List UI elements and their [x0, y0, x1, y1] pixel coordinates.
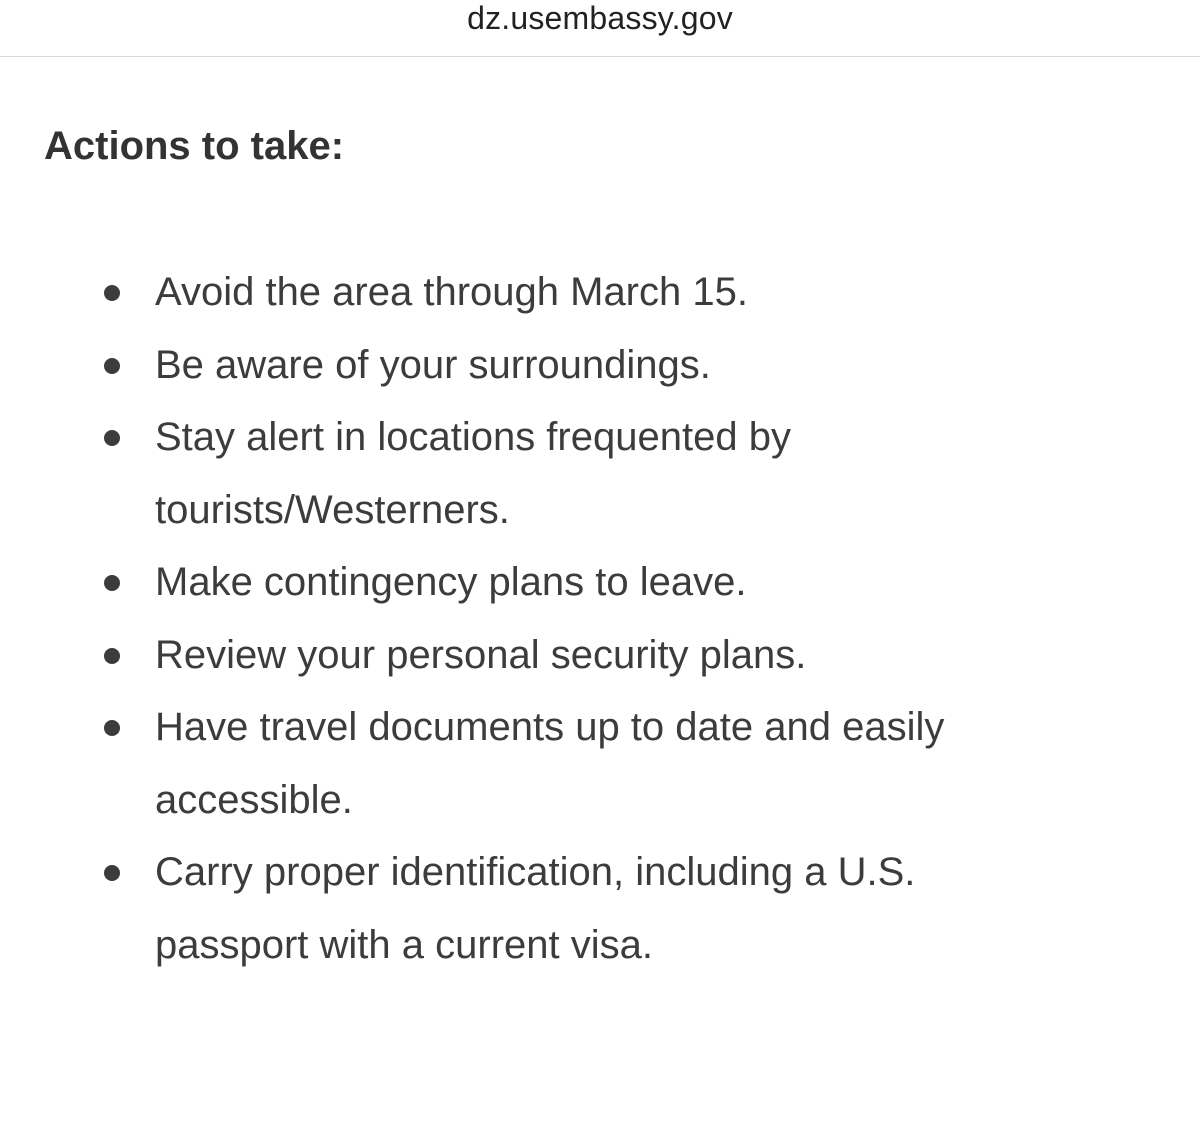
bullet-icon — [104, 865, 120, 881]
bullet-icon — [104, 285, 120, 301]
section-heading: Actions to take: — [44, 124, 345, 168]
item-text — [155, 329, 1055, 402]
url-text[interactable]: dz.usembassy.gov — [467, 0, 733, 36]
bullet-icon — [104, 575, 120, 591]
bullet-icon — [104, 358, 120, 374]
item-line: Be aware of your surroundings. — [155, 342, 711, 387]
bullet-icon — [104, 720, 120, 736]
item-text — [155, 401, 1055, 546]
list-item — [44, 836, 1164, 981]
item-text — [155, 546, 1055, 619]
item-line: tourists/Westerners. — [155, 487, 510, 532]
address-bar[interactable] — [0, 0, 1200, 57]
item-line: Have travel documents up to date and easily — [155, 705, 945, 749]
item-text — [155, 691, 1055, 836]
list-item — [44, 256, 1164, 329]
item-line: Review your personal security plans. — [155, 632, 807, 677]
item-line: Carry proper identification, including a U.S. — [155, 850, 916, 894]
list-item — [44, 691, 1164, 836]
bullet-icon — [104, 648, 120, 664]
item-line: Stay alert in locations frequented by — [155, 415, 791, 459]
actions-list — [44, 256, 1164, 981]
list-item — [44, 546, 1164, 619]
item-line: accessible. — [155, 777, 353, 822]
list-item — [44, 401, 1164, 546]
bullet-icon — [104, 430, 120, 446]
item-line: Make contingency plans to leave. — [155, 560, 747, 604]
item-text — [155, 836, 1055, 981]
item-line: Avoid the area through March 15. — [155, 270, 748, 314]
list-item — [44, 329, 1164, 402]
item-line: passport with a current visa. — [155, 922, 653, 967]
list-item — [44, 619, 1164, 692]
item-text — [155, 619, 1055, 692]
item-text — [155, 256, 1055, 329]
